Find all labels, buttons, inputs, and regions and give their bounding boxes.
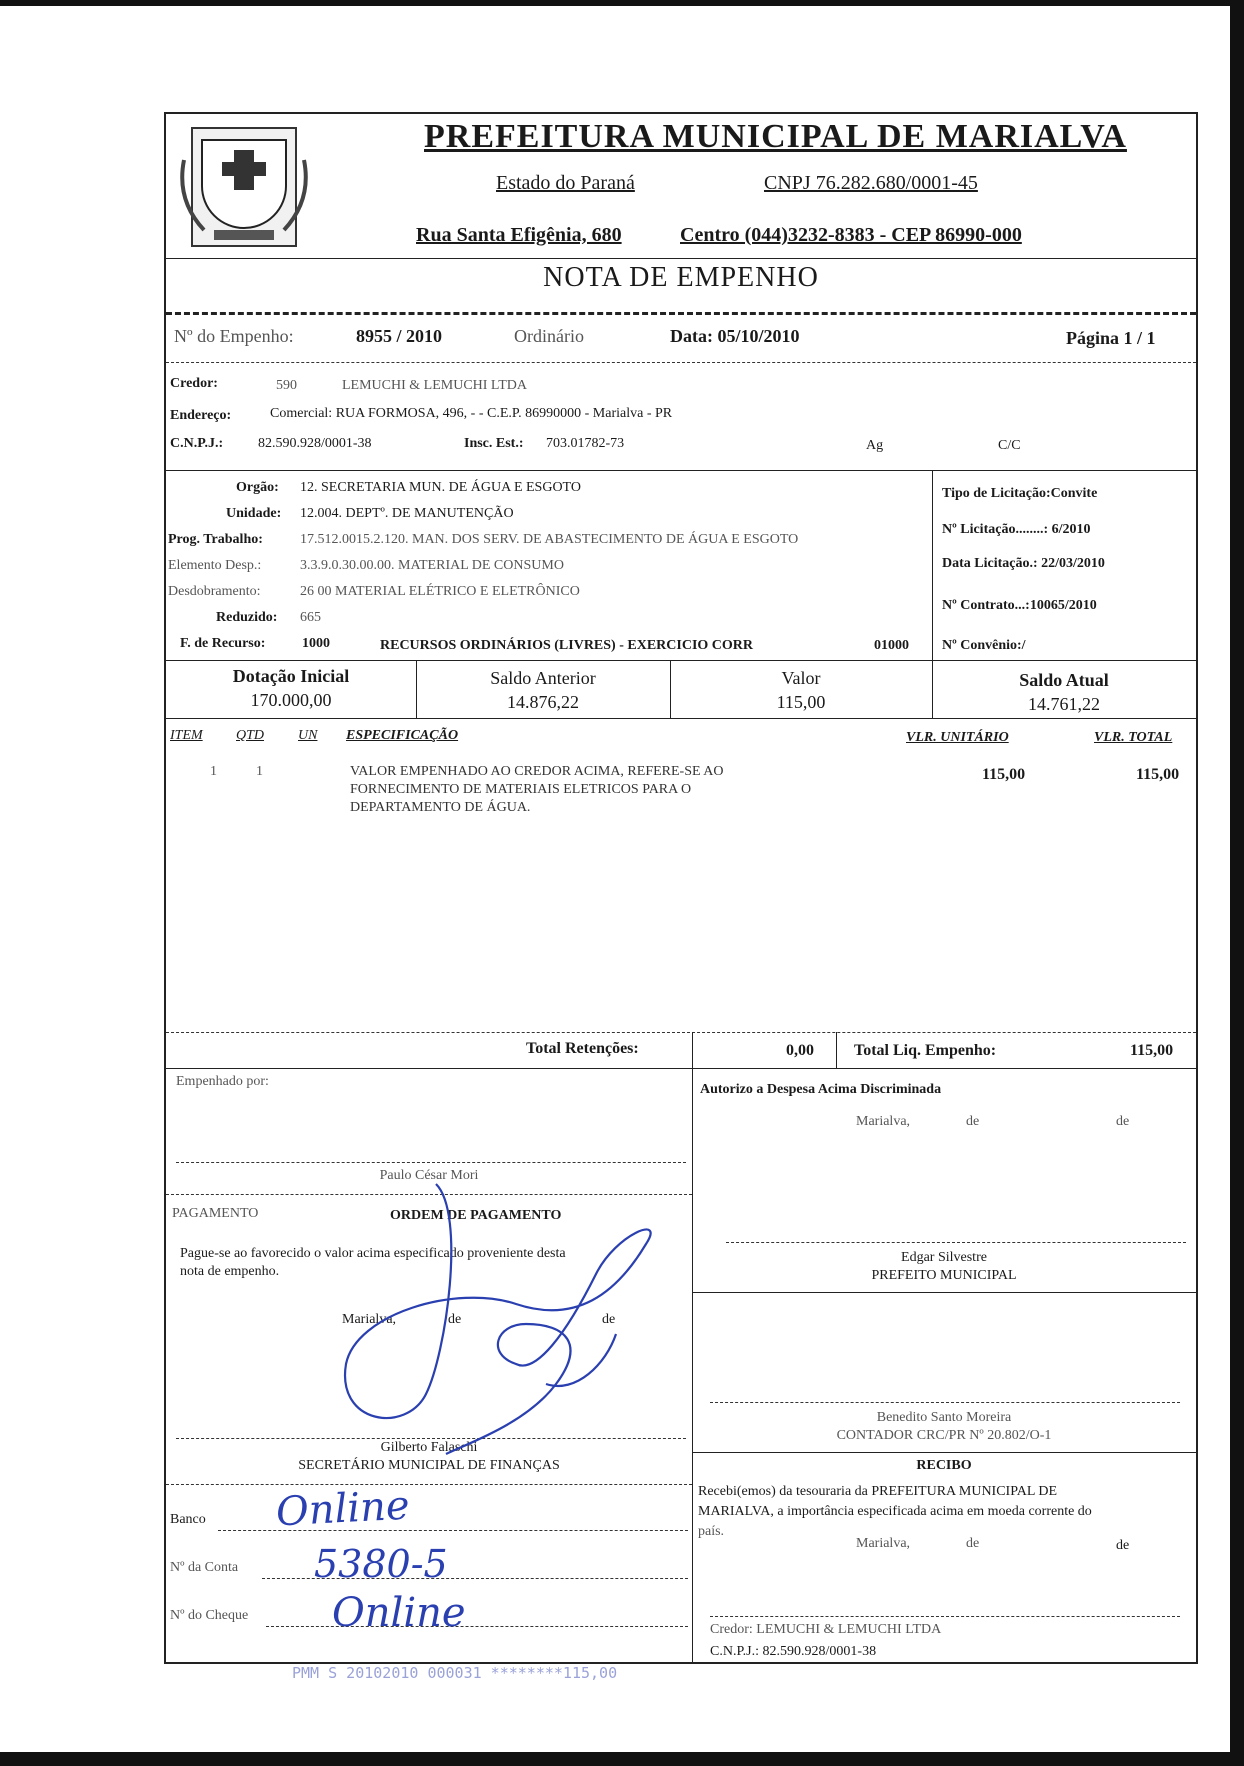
document-frame (164, 112, 1198, 1664)
desdob-value: 26 00 MATERIAL ELÉTRICO E ELETRÔNICO (300, 584, 580, 599)
recibo-de-2: de (1116, 1538, 1130, 1553)
validation-stamp: PMM S 20102010 000031 ********115,00 (292, 1664, 618, 1682)
signature-line (710, 1616, 1180, 1617)
cnpj-label: C.N.P.J.: (170, 436, 224, 451)
agency-label: Ag (866, 438, 884, 453)
data-licitacao: Data Licitação.: 22/03/2010 (942, 556, 1105, 571)
tipo-licitacao: Tipo de Licitação:Convite (942, 486, 1098, 501)
pagamento-de-1: de (448, 1312, 462, 1327)
banco-label: Banco (170, 1512, 206, 1527)
prefeito-title: PREFEITO MUNICIPAL (871, 1268, 1017, 1283)
divider (166, 1068, 1196, 1069)
doc-title: NOTA DE EMPENHO (543, 262, 819, 293)
row-qtd: 1 (256, 764, 263, 779)
state-name: Estado do Paraná (496, 172, 635, 194)
autorizo-de-2: de (1116, 1114, 1130, 1129)
row-valor-unitario: 115,00 (982, 766, 1026, 783)
recibo-place: Marialva, (856, 1536, 911, 1551)
col-qtd: QTD (236, 728, 265, 743)
secretario-name: Gilberto Falaschi (380, 1440, 478, 1455)
prog-label: Prog. Trabalho: (168, 532, 263, 547)
insc-value: 703.01782-73 (546, 436, 625, 451)
contador-name: Benedito Santo Moreira (876, 1410, 1012, 1425)
col-valor-unitario: VLR. UNITÁRIO (906, 730, 1009, 745)
saldo-anterior-value: 14.876,22 (507, 692, 579, 712)
saldo-atual-label: Saldo Atual (1019, 670, 1109, 690)
pague-text-line-1: Pague-se ao favorecido o valor acima especificado proveniente desta (180, 1246, 566, 1261)
pagamento-label: PAGAMENTO (172, 1206, 259, 1221)
numero-convenio: Nº Convênio:/ (942, 638, 1026, 653)
retencoes-label: Total Retenções: (526, 1040, 639, 1057)
recibo-de-1: de (966, 1536, 980, 1551)
row-espec-line-1: VALOR EMPENHADO AO CREDOR ACIMA, REFERE-SE AO (350, 764, 724, 779)
dotacao-inicial-value: 170.000,00 (250, 690, 332, 710)
insc-label: Insc. Est.: (464, 436, 524, 451)
account-label: C/C (998, 438, 1021, 453)
credor-name: LEMUCHI & LEMUCHI LTDA (342, 378, 527, 393)
col-item: ITEM (170, 728, 203, 743)
numero-contrato: Nº Contrato...:10065/2010 (942, 598, 1097, 613)
scan-border-right (1230, 0, 1244, 1766)
prog-value: 17.512.0015.2.120. MAN. DOS SERV. DE ABASTECIMENTO DE ÁGUA E ESGOTO (300, 532, 799, 547)
contador-title: CONTADOR CRC/PR Nº 20.802/O-1 (836, 1428, 1052, 1443)
cheque-label: Nº do Cheque (170, 1608, 249, 1623)
liquido-value: 115,00 (1130, 1042, 1174, 1059)
row-espec-line-2: FORNECIMENTO DE MATERIAIS ELETRICOS PARA O (350, 782, 692, 797)
divider (836, 1032, 837, 1068)
autorizo-place: Marialva, (856, 1114, 911, 1129)
divider (692, 1032, 693, 1068)
recibo-text-line-1: Recebi(emos) da tesouraria da PREFEITURA MUNICIPAL DE (698, 1484, 1058, 1499)
orgao-label: Orgão: (236, 480, 279, 495)
unidade-value: 12.004. DEPTº. DE MANUTENÇÃO (300, 506, 514, 521)
divider (166, 1484, 692, 1485)
endereco-label: Endereço: (170, 408, 232, 423)
credor-code: 590 (276, 378, 297, 393)
cheque-line (266, 1626, 688, 1627)
cnpj-header: CNPJ 76.282.680/0001-45 (764, 172, 978, 194)
row-valor-total: 115,00 (1136, 766, 1180, 783)
saldo-anterior-label: Saldo Anterior (490, 668, 596, 688)
address-contact: Centro (044)3232-8383 - CEP 86990-000 (680, 224, 1022, 246)
signature-line (710, 1402, 1180, 1403)
cnpj-value: 82.590.928/0001-38 (258, 436, 372, 451)
divider (166, 312, 1196, 315)
col-un: UN (298, 728, 318, 743)
divider (166, 718, 1196, 719)
autorizo-de-1: de (966, 1114, 980, 1129)
address-street: Rua Santa Efigênia, 680 (416, 224, 622, 246)
autorizo-label: Autorizo a Despesa Acima Discriminada (700, 1082, 942, 1097)
recibo-text-line-3: país. (698, 1524, 725, 1539)
empenhado-por-label: Empenhado por: (176, 1074, 269, 1089)
divider (692, 1452, 1196, 1453)
reduzido-value: 665 (300, 610, 321, 625)
scan-border-bottom (0, 1752, 1244, 1766)
dotacao-inicial-label: Dotação Inicial (232, 666, 350, 686)
divider (166, 1032, 1196, 1033)
coat-of-arms-icon (174, 120, 314, 254)
empenhado-por-name: Paulo César Mori (379, 1168, 479, 1183)
prefeito-name: Edgar Silvestre (901, 1250, 987, 1265)
secretario-title: SECRETÁRIO MUNICIPAL DE FINANÇAS (298, 1458, 560, 1473)
recibo-cnpj: C.N.P.J.: 82.590.928/0001-38 (710, 1644, 877, 1659)
orgao-value: 12. SECRETARIA MUN. DE ÁGUA E ESGOTO (300, 480, 581, 495)
divider (166, 362, 1196, 363)
conta-label: Nº da Conta (170, 1560, 239, 1575)
pagamento-place: Marialva, (342, 1312, 397, 1327)
empenho-type: Ordinário (514, 326, 584, 346)
page-number: Página 1 / 1 (1066, 328, 1156, 348)
pague-text-line-2: nota de empenho. (180, 1264, 280, 1279)
desdob-label: Desdobramento: (168, 584, 261, 599)
row-espec-line-3: DEPARTAMENTO DE ÁGUA. (350, 800, 531, 815)
divider (166, 258, 1196, 259)
valor-label: Valor (781, 668, 821, 688)
divider (166, 660, 1196, 661)
reduzido-label: Reduzido: (216, 610, 278, 625)
elemento-value: 3.3.9.0.30.00.00. MATERIAL DE CONSUMO (300, 558, 564, 573)
signature-line (726, 1242, 1186, 1243)
empenho-label: Nº do Empenho: (174, 326, 294, 346)
recibo-text-line-2: MARIALVA, a importância especificada acima em moeda corrente do (698, 1504, 1092, 1519)
signature-line (176, 1162, 686, 1163)
ordem-pagamento-label: ORDEM DE PAGAMENTO (390, 1208, 562, 1223)
credor-label: Credor: (170, 376, 218, 391)
recurso-desc: RECURSOS ORDINÁRIOS (LIVRES) - EXERCICIO CORR (380, 638, 753, 653)
row-item: 1 (210, 764, 217, 779)
recurso-label: F. de Recurso: (180, 636, 266, 651)
handwritten-signature-icon (316, 1174, 716, 1474)
handwritten-banco: Online (274, 1482, 411, 1536)
recibo-title: RECIBO (916, 1458, 972, 1473)
divider (932, 470, 933, 660)
org-name: PREFEITURA MUNICIPAL DE MARIALVA (424, 118, 1127, 155)
empenho-number: 8955 / 2010 (356, 326, 443, 346)
liquido-label: Total Liq. Empenho: (854, 1042, 997, 1059)
saldo-atual-value: 14.761,22 (1028, 694, 1100, 714)
empenho-date: Data: 05/10/2010 (670, 326, 800, 346)
recurso-value: 1000 (302, 636, 330, 651)
scan-border-top (0, 0, 1244, 6)
handwritten-cheque: Online (332, 1590, 466, 1636)
endereco-value: Comercial: RUA FORMOSA, 496, - - C.E.P. 86990000 - Marialva - PR (270, 406, 673, 421)
handwritten-conta: 5380-5 (314, 1542, 448, 1586)
pagamento-de-2: de (602, 1312, 616, 1327)
retencoes-value: 0,00 (786, 1042, 814, 1059)
divider (166, 470, 1196, 471)
unidade-label: Unidade: (226, 506, 282, 521)
numero-licitacao: Nº Licitação........: 6/2010 (942, 522, 1091, 537)
divider (692, 1292, 1196, 1293)
recurso-code: 01000 (874, 638, 909, 653)
valor-value: 115,00 (776, 692, 826, 712)
col-valor-total: VLR. TOTAL (1094, 730, 1173, 745)
recibo-credor: Credor: LEMUCHI & LEMUCHI LTDA (710, 1622, 942, 1637)
col-especificacao: ESPECIFICAÇÃO (346, 728, 459, 743)
elemento-label: Elemento Desp.: (168, 558, 262, 573)
